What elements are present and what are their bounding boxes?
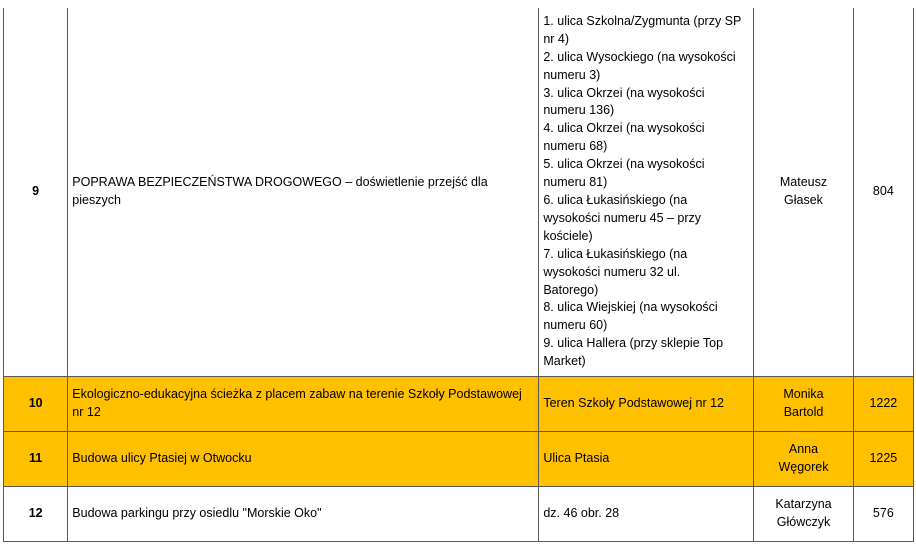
project-location [539, 377, 754, 432]
author-last-name: Bartold [783, 405, 824, 419]
location-line: dz. 46 obr. 28 [543, 506, 620, 521]
project-name: Ekologiczno-edukacyjna ścieżka z placem zabaw na terenie Szkoły Podstawowej nr 12 [68, 377, 539, 432]
location-line: 2. ulica Wysockiego (na wysokości [543, 49, 736, 64]
project-location [539, 487, 754, 542]
author-first-name: Monika [783, 387, 824, 402]
location-line: 8. ulica Wiejskiej (na wysokości [543, 300, 718, 315]
location-line: Market) [543, 354, 586, 369]
table-row-10 [4, 377, 914, 432]
project-number: 9 [4, 8, 68, 377]
location-line: numeru 68) [543, 139, 608, 154]
location-line: Teren Szkoły Podstawowej nr 12 [543, 396, 724, 411]
project-author [754, 8, 853, 377]
author-last-name: Węgorek [778, 460, 829, 474]
project-author [754, 432, 853, 487]
location-line: numeru 3) [543, 67, 601, 82]
projects-table [3, 8, 914, 542]
author-first-name: Anna [788, 442, 819, 457]
project-author [754, 377, 853, 432]
location-line: 1. ulica Szkolna/Zygmunta (przy SP [543, 13, 742, 28]
location-line: nr 4) [543, 31, 570, 46]
project-name: Budowa ulicy Ptasiej w Otwocku [68, 432, 539, 487]
project-number: 12 [4, 487, 68, 542]
location-line: 3. ulica Okrzei (na wysokości [543, 85, 705, 100]
project-name: POPRAWA BEZPIECZEŃSTWA DROGOWEGO – doświetlenie przejść dla pieszych [68, 8, 539, 377]
project-votes: 576 [853, 487, 913, 542]
author-last-name: Głasek [784, 193, 823, 207]
project-votes: 1225 [853, 432, 913, 487]
project-number: 11 [4, 432, 68, 487]
project-votes: 804 [853, 8, 913, 377]
project-location [539, 8, 754, 377]
project-author [754, 487, 853, 542]
project-votes: 1222 [853, 377, 913, 432]
location-line: 4. ulica Okrzei (na wysokości [543, 121, 705, 136]
project-location [539, 432, 754, 487]
location-line: Ulica Ptasia [543, 451, 610, 466]
location-line: 5. ulica Okrzei (na wysokości [543, 157, 705, 172]
author-first-name: Mateusz [779, 175, 828, 190]
project-name: Budowa parkingu przy osiedlu "Morskie Oko" [68, 487, 539, 542]
location-line: 7. ulica Łukasińskiego (na [543, 246, 688, 261]
location-line: 6. ulica Łukasińskiego (na [543, 193, 688, 207]
location-line: numeru 81) [543, 175, 608, 190]
location-line: kościele) [543, 228, 593, 243]
location-line: wysokości numeru 45 – przy [543, 210, 702, 225]
project-number: 10 [4, 377, 68, 432]
location-line: wysokości numeru 32 ul. [543, 264, 681, 279]
table-row-11 [4, 432, 914, 487]
location-line: numeru 60) [543, 318, 608, 333]
location-line: 9. ulica Hallera (przy sklepie Top [543, 336, 724, 351]
author-first-name: Katarzyna [775, 497, 832, 512]
table-row-9 [4, 8, 914, 377]
author-last-name: Główczyk [776, 515, 831, 529]
location-line: Batorego) [543, 282, 599, 297]
table-row-12 [4, 487, 914, 542]
location-line: numeru 136) [543, 103, 615, 118]
